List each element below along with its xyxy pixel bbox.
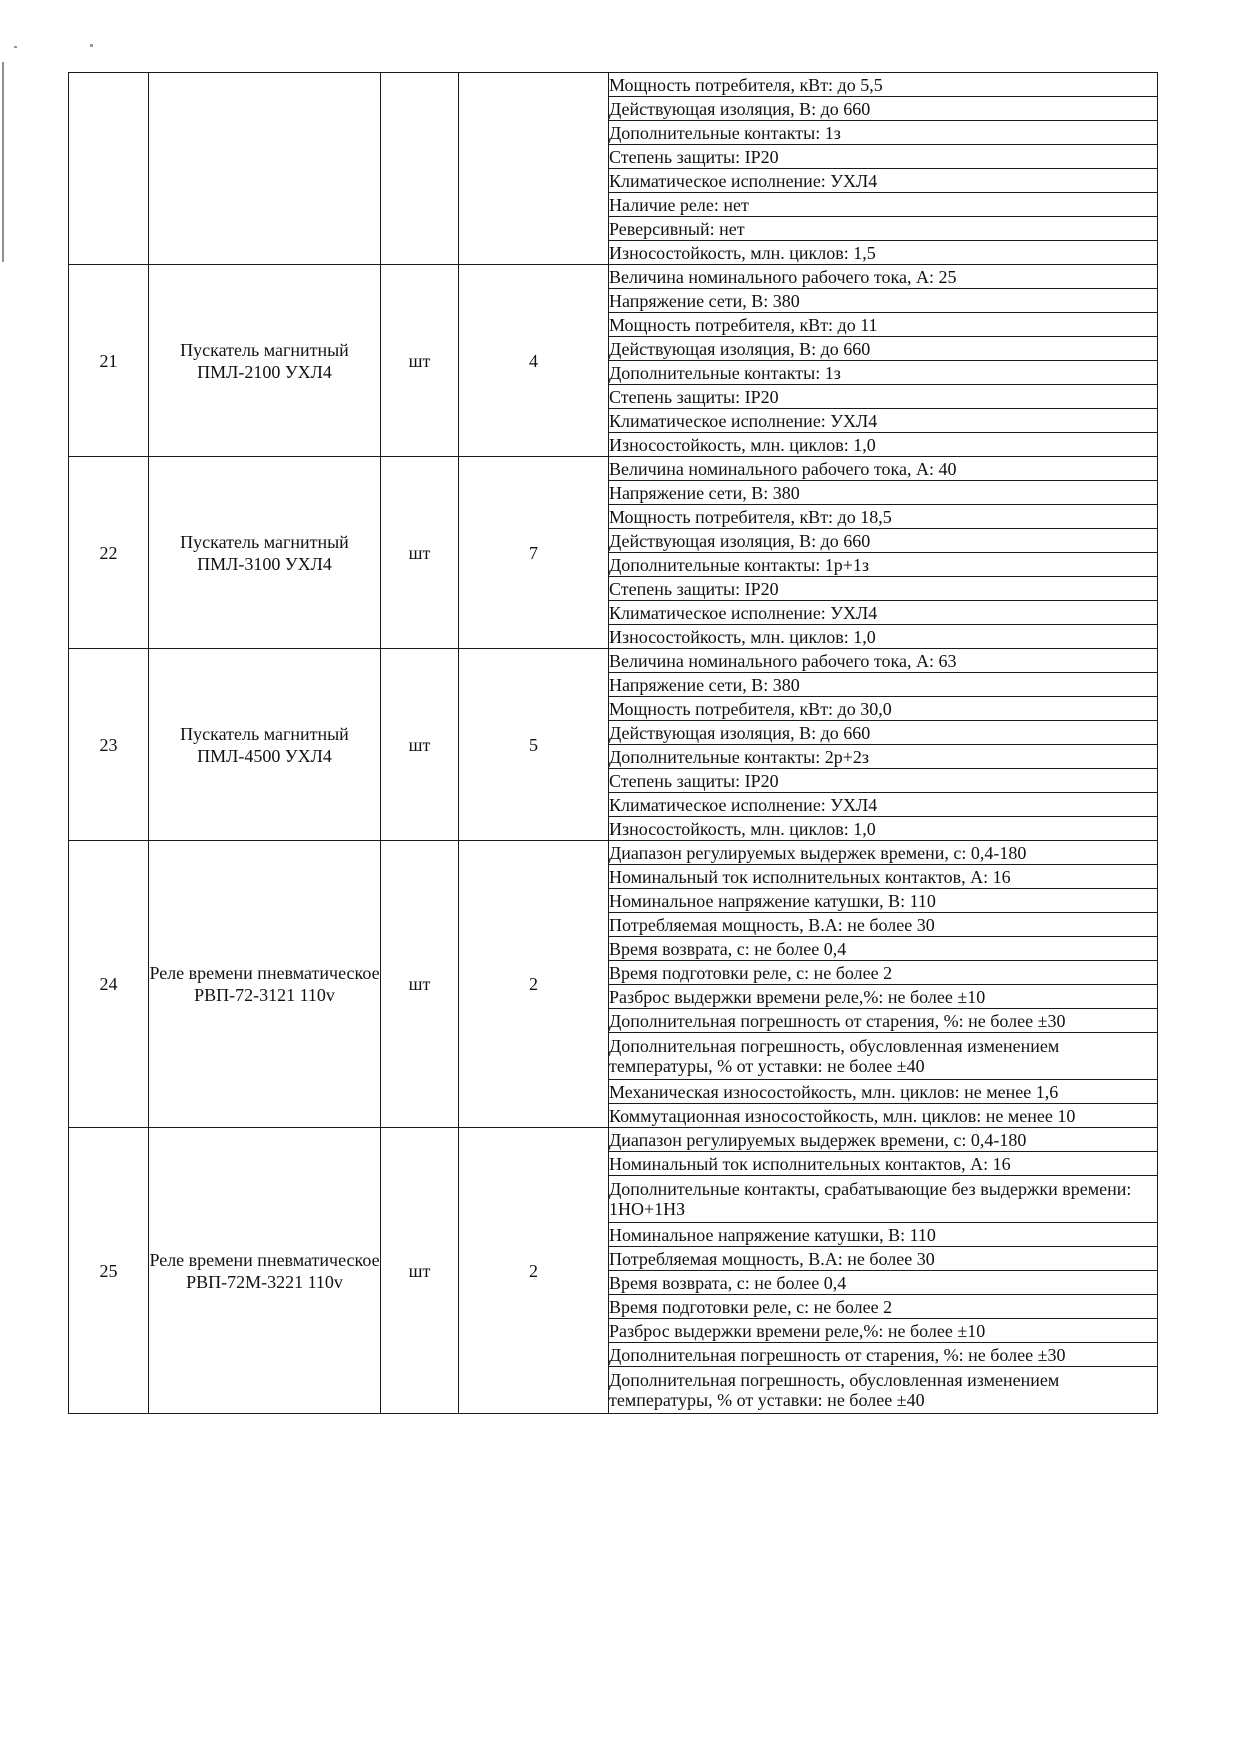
spec-cell: Климатическое исполнение: УХЛ4 bbox=[609, 793, 1158, 817]
item-name-cell: Пускатель магнитный ПМЛ-3100 УХЛ4 bbox=[149, 457, 381, 649]
item-number-cell: 21 bbox=[69, 265, 149, 457]
spec-cell: Дополнительные контакты: 1р+1з bbox=[609, 553, 1158, 577]
spec-cell: Время возврата, с: не более 0,4 bbox=[609, 937, 1158, 961]
scan-artifact bbox=[90, 44, 93, 47]
spec-cell: Действующая изоляция, В: до 660 bbox=[609, 529, 1158, 553]
spec-cell: Степень защиты: IP20 bbox=[609, 577, 1158, 601]
spec-cell: Действующая изоляция, В: до 660 bbox=[609, 97, 1158, 121]
spec-cell: Номинальный ток исполнительных контактов, А: 16 bbox=[609, 865, 1158, 889]
scan-artifact bbox=[2, 62, 4, 262]
spec-cell: Коммутационная износостойкость, млн. циклов: не менее 10 bbox=[609, 1104, 1158, 1128]
spec-cell: Климатическое исполнение: УХЛ4 bbox=[609, 601, 1158, 625]
spec-cell: Дополнительные контакты: 2р+2з bbox=[609, 745, 1158, 769]
item-unit-cell: шт bbox=[381, 1128, 459, 1414]
spec-cell: Износостойкость, млн. циклов: 1,5 bbox=[609, 241, 1158, 265]
spec-cell: Время подготовки реле, с: не более 2 bbox=[609, 961, 1158, 985]
item-name-cell: Пускатель магнитный ПМЛ-4500 УХЛ4 bbox=[149, 649, 381, 841]
spec-cell: Действующая изоляция, В: до 660 bbox=[609, 337, 1158, 361]
spec-cell: Степень защиты: IP20 bbox=[609, 145, 1158, 169]
spec-cell: Время возврата, с: не более 0,4 bbox=[609, 1271, 1158, 1295]
item-name-cell bbox=[149, 73, 381, 265]
spec-cell: Дополнительные контакты: 1з bbox=[609, 361, 1158, 385]
spec-cell: Реверсивный: нет bbox=[609, 217, 1158, 241]
item-unit-cell: шт bbox=[381, 841, 459, 1128]
spec-cell: Напряжение сети, В: 380 bbox=[609, 481, 1158, 505]
item-qty-cell bbox=[459, 73, 609, 265]
item-name-cell: Реле времени пневматическое РВП-72-3121 110v bbox=[149, 841, 381, 1128]
spec-cell: Дополнительная погрешность от старения, %: не более ±30 bbox=[609, 1009, 1158, 1033]
spec-cell: Наличие реле: нет bbox=[609, 193, 1158, 217]
item-unit-cell: шт bbox=[381, 457, 459, 649]
item-name-cell: Реле времени пневматическое РВП-72М-3221 110v bbox=[149, 1128, 381, 1414]
spec-cell: Дополнительная погрешность от старения, %: не более ±30 bbox=[609, 1343, 1158, 1367]
item-qty-cell: 2 bbox=[459, 1128, 609, 1414]
table-row bbox=[69, 649, 1158, 673]
spec-cell: Величина номинального рабочего тока, А: 40 bbox=[609, 457, 1158, 481]
spec-cell: Величина номинального рабочего тока, А: 63 bbox=[609, 649, 1158, 673]
item-number-cell: 22 bbox=[69, 457, 149, 649]
spec-cell: Номинальное напряжение катушки, В: 110 bbox=[609, 889, 1158, 913]
item-number-cell: 24 bbox=[69, 841, 149, 1128]
spec-cell: Износостойкость, млн. циклов: 1,0 bbox=[609, 817, 1158, 841]
item-qty-cell: 7 bbox=[459, 457, 609, 649]
spec-cell: Диапазон регулируемых выдержек времени, с: 0,4-180 bbox=[609, 1128, 1158, 1152]
item-number-cell bbox=[69, 73, 149, 265]
table-row bbox=[69, 1128, 1158, 1152]
spec-cell: Степень защиты: IP20 bbox=[609, 769, 1158, 793]
spec-cell: Время подготовки реле, с: не более 2 bbox=[609, 1295, 1158, 1319]
spec-cell: Износостойкость, млн. циклов: 1,0 bbox=[609, 625, 1158, 649]
item-qty-cell: 5 bbox=[459, 649, 609, 841]
spec-cell: Дополнительная погрешность, обусловленная изменением температуры, % от уставки: не более ±40 bbox=[609, 1367, 1158, 1414]
spec-cell: Напряжение сети, В: 380 bbox=[609, 673, 1158, 697]
item-number-cell: 25 bbox=[69, 1128, 149, 1414]
spec-cell: Диапазон регулируемых выдержек времени, с: 0,4-180 bbox=[609, 841, 1158, 865]
item-unit-cell: шт bbox=[381, 649, 459, 841]
spec-cell: Номинальное напряжение катушки, В: 110 bbox=[609, 1223, 1158, 1247]
table-row bbox=[69, 73, 1158, 97]
item-unit-cell bbox=[381, 73, 459, 265]
spec-cell: Износостойкость, млн. циклов: 1,0 bbox=[609, 433, 1158, 457]
spec-cell: Климатическое исполнение: УХЛ4 bbox=[609, 409, 1158, 433]
item-number-cell: 23 bbox=[69, 649, 149, 841]
spec-cell: Разброс выдержки времени реле,%: не более ±10 bbox=[609, 985, 1158, 1009]
spec-cell: Действующая изоляция, В: до 660 bbox=[609, 721, 1158, 745]
scan-artifact bbox=[14, 46, 17, 48]
spec-cell: Потребляемая мощность, В.А: не более 30 bbox=[609, 913, 1158, 937]
spec-cell: Номинальный ток исполнительных контактов, А: 16 bbox=[609, 1152, 1158, 1176]
spec-cell: Разброс выдержки времени реле,%: не более ±10 bbox=[609, 1319, 1158, 1343]
spec-cell: Мощность потребителя, кВт: до 18,5 bbox=[609, 505, 1158, 529]
spec-cell: Мощность потребителя, кВт: до 11 bbox=[609, 313, 1158, 337]
table-row bbox=[69, 265, 1158, 289]
item-qty-cell: 4 bbox=[459, 265, 609, 457]
spec-cell: Дополнительные контакты, срабатывающие без выдержки времени: 1НО+1НЗ bbox=[609, 1176, 1158, 1223]
spec-cell: Напряжение сети, В: 380 bbox=[609, 289, 1158, 313]
spec-cell: Мощность потребителя, кВт: до 30,0 bbox=[609, 697, 1158, 721]
spec-cell: Механическая износостойкость, млн. циклов: не менее 1,6 bbox=[609, 1080, 1158, 1104]
spec-cell: Величина номинального рабочего тока, А: 25 bbox=[609, 265, 1158, 289]
item-qty-cell: 2 bbox=[459, 841, 609, 1128]
item-name-cell: Пускатель магнитный ПМЛ-2100 УХЛ4 bbox=[149, 265, 381, 457]
spec-cell: Мощность потребителя, кВт: до 5,5 bbox=[609, 73, 1158, 97]
spec-cell: Дополнительные контакты: 1з bbox=[609, 121, 1158, 145]
spec-cell: Потребляемая мощность, В.А: не более 30 bbox=[609, 1247, 1158, 1271]
item-unit-cell: шт bbox=[381, 265, 459, 457]
spec-cell: Степень защиты: IP20 bbox=[609, 385, 1158, 409]
spec-cell: Дополнительная погрешность, обусловленная изменением температуры, % от уставки: не более ±40 bbox=[609, 1033, 1158, 1080]
spec-cell: Климатическое исполнение: УХЛ4 bbox=[609, 169, 1158, 193]
specification-table-body bbox=[69, 73, 1158, 1414]
table-row bbox=[69, 457, 1158, 481]
specification-table bbox=[68, 72, 1158, 1414]
table-row bbox=[69, 841, 1158, 865]
